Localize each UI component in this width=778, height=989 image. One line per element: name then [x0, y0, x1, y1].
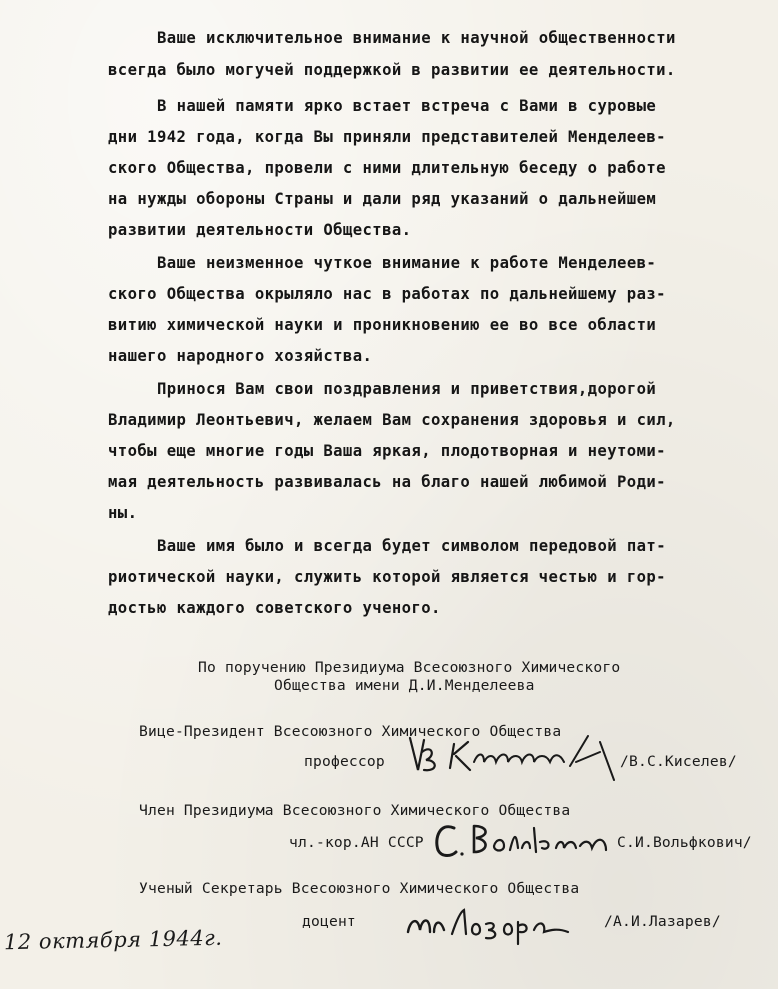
body-line: всегда было могучей поддержкой в развитии ее деятельности. — [108, 61, 676, 79]
signature-lazarev — [404, 902, 574, 950]
signature-volfkovich — [430, 818, 630, 866]
body-line: Владимир Леонтьевич, желаем Вам сохранения здоровья и сил, — [108, 411, 676, 429]
signatory-position: Вице-Президент Всесоюзного Химического Общества — [139, 723, 562, 740]
body-line: дни 1942 года, когда Вы приняли представителей Менделеев- — [108, 128, 666, 146]
signatory-name: /В.С.Киселев/ — [620, 753, 737, 770]
signature-kiselev — [404, 732, 624, 786]
authority-line: Общества имени Д.И.Менделеева — [274, 677, 535, 694]
body-line: витию химической науки и проникновению ее во все области — [108, 316, 657, 334]
signatory-name: С.И.Вольфкович/ — [617, 834, 752, 851]
body-line: достью каждого советского ученого. — [108, 599, 441, 617]
handwritten-date: 12 октября 1944г. — [3, 925, 223, 955]
body-line: Ваше неизменное чуткое внимание к работе Менделеев- — [157, 254, 657, 272]
body-line: Ваше исключительное внимание к научной общественности — [157, 29, 676, 47]
body-line: ского Общества окрыляло нас в работах по дальнейшему раз- — [108, 285, 666, 303]
body-line: развитии деятельности Общества. — [108, 221, 412, 239]
body-line: В нашей памяти ярко встает встреча с Вами в суровые — [157, 97, 657, 115]
authority-line: По поручению Президиума Всесоюзного Химического — [198, 659, 621, 676]
body-line: чтобы еще многие годы Ваша яркая, плодотворная и неутоми- — [108, 442, 666, 460]
body-line: Принося Вам свои поздравления и приветствия,дорогой — [157, 380, 657, 398]
signatory-title: профессор — [304, 753, 385, 770]
body-line: нашего народного хозяйства. — [108, 347, 373, 365]
signatory-position: Ученый Секретарь Всесоюзного Химического Общества — [139, 880, 580, 897]
signatory-title: доцент — [302, 913, 356, 930]
body-line: мая деятельность развивалась на благо нашей любимой Роди- — [108, 473, 666, 491]
body-line: Ваше имя было и всегда будет символом передовой пат- — [157, 537, 666, 555]
body-line: на нужды обороны Страны и дали ряд указаний о дальнейшем — [108, 190, 657, 208]
body-line: риотической науки, служить которой является честью и гор- — [108, 568, 666, 586]
signatory-name: /А.И.Лазарев/ — [604, 913, 721, 930]
body-line: ны. — [108, 504, 138, 522]
signatory-title: чл.-кор.АН СССР — [289, 834, 424, 851]
signatory-position: Член Президиума Всесоюзного Химического Общества — [139, 802, 571, 819]
body-line: ского Общества, провели с ними длительную беседу о работе — [108, 159, 666, 177]
